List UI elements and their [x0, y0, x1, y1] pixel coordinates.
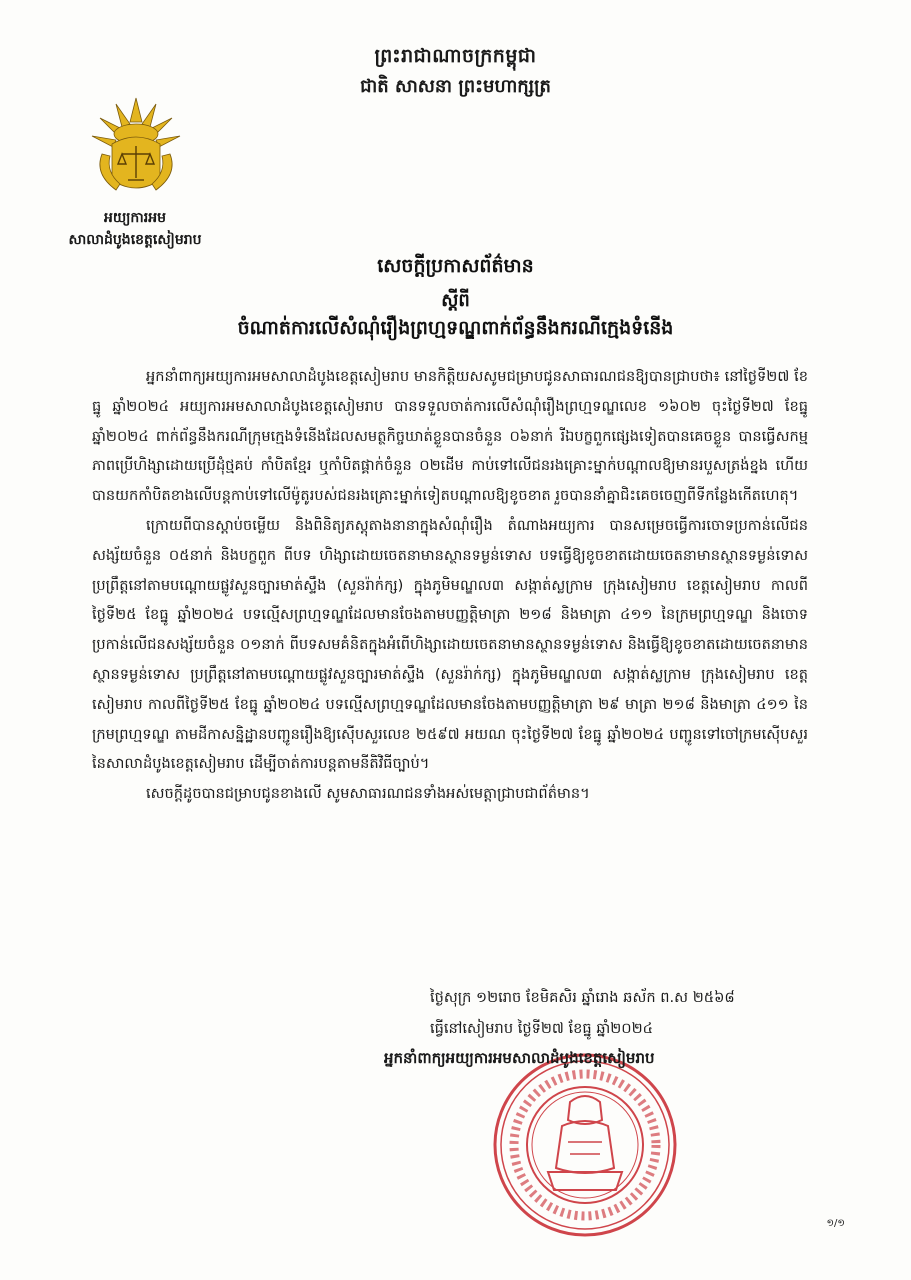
page-number: ១/១ [826, 1218, 845, 1229]
kingdom-heading: ព្រះរាជាណាចក្រកម្ពុជា [374, 45, 537, 67]
agency-name: អយ្យការអម [104, 210, 166, 226]
paragraph: ក្រោយពីបានស្តាប់ចម្លើយ និងពិនិត្យភស្តុតាងនានាក្នុងសំណុំរឿង តំណាងអយ្យការ បានសម្រេចធ្វើការចោទប្រកាន់លើជនសង្ស័យចំនួន ០៥នាក់ និងបក្ខពួក ពីបទ ហិង្សាដោយចេតនាមានស្ថានទម្ងន់ទោស បទធ្វើឱ្យខូចខាតដោយចេតនាមានស្ថានទម្ងន់ទោស ប្រព្រឹត្តនៅតាមបណ្តោយផ្លូវសួនច្បារមាត់ស្ទឹង (សួនរ៉ាក់ក្ស) ក្នុងភូមិមណ្ឌល៣ សង្កាត់ស្លក្រាម ក្រុងសៀមរាប ខេត្តសៀមរាប កាលពីថ្ងៃទី២៥ ខែធ្នូ ឆ្នាំ២០២៤ បទល្មើសព្រហ្មទណ្ឌដែលមានចែងតាមបញ្ញត្តិមាត្រា ២១៨ និងមាត្រា ៤១១ នៃក្រមព្រហ្មទណ្ឌ និងចោទប្រកាន់លើជនសង្ស័យចំនួន ០១នាក់ ពីបទសមគំនិតក្នុងអំពើហិង្សាដោយចេតនាមានស្ថានទម្ងន់ទោស និងធ្វើឱ្យខូចខាតដោយចេតនាមានស្ថានទម្ងន់ទោស ប្រព្រឹត្តនៅតាមបណ្តោយផ្លូវសួនច្បារមាត់ស្ទឹង (សួនរ៉ាក់ក្ស) ក្នុងភូមិមណ្ឌល៣ សង្កាត់ស្លក្រាម ក្រុងសៀមរាប ខេត្តសៀមរាប កាលពីថ្ងៃទី២៥ ខែធ្នូ ឆ្នាំ២០២៤ បទល្មើសព្រហ្មទណ្ឌដែលមានចែងតាមបញ្ញត្តិមាត្រា ២៩ មាត្រា ២១៨ និងមាត្រា ៤១១ នៃក្រមព្រហ្មទណ្ឌ តាមដីកាសន្និដ្ឋានបញ្ជូនរឿងឱ្យស៊ើបសួរលេខ ២៥៩៧ អយណ ចុះថ្ងៃទី២៧ ខែធ្នូ ឆ្នាំ២០២៤ បញ្ជូនទៅចៅក្រមស៊ើបសួរនៃសាលាដំបូងខេត្តសៀមរាប ដើម្បីចាត់ការបន្តតាមនីតិវិធីច្បាប់។ [92, 516, 808, 773]
document-body [92, 362, 808, 809]
national-motto: ជាតិ សាសនា ព្រះមហាក្សត្រ [360, 76, 551, 97]
paragraph: សេចក្តីដូចបានជម្រាបជូនខាងលើ សូមសាធារណជនទាំងអស់មេត្តាជ្រាបជាព័ត៌មាន។ [146, 785, 590, 803]
title-regarding: ស្តីពី [441, 290, 470, 311]
signatory-title: អ្នកនាំពាក្យអយ្យការអមសាលាដំបូងខេត្តសៀមរាប [384, 1049, 655, 1067]
lunar-date: ថ្ងៃសុក្រ ១២រោច ខែមិគសិរ ឆ្នាំរោង ឆស័ក ព.ស ២៥៦៨ [430, 989, 735, 1006]
agency-court: សាលាដំបូងខេត្តសៀមរាប [68, 232, 202, 248]
prosecution-emblem-icon [86, 94, 186, 198]
official-seal-icon [490, 1050, 680, 1240]
document-title: សេចក្តីប្រកាសព័ត៌មាន [377, 255, 534, 277]
solar-date: ធ្វើនៅសៀមរាប ថ្ងៃទី២៧ ខែធ្នូ ឆ្នាំ២០២៤ [430, 1020, 653, 1037]
paragraph: អ្នកនាំពាក្យអយ្យការអមសាលាដំបូងខេត្តសៀមរាប មានកិត្តិយសសូមជម្រាបជូនសាធារណជនឱ្យបានជ្រាបថា៖ នៅថ្ងៃទី២៧ ខែធ្នូ ឆ្នាំ២០២៤ អយ្យការអមសាលាដំបូងខេត្តសៀមរាប បានទទួលចាត់ការលើសំណុំរឿងព្រហ្មទណ្ឌលេខ ១៦០២ ចុះថ្ងៃទី២៧ ខែធ្នូ ឆ្នាំ២០២៤ ពាក់ព័ន្ធនឹងករណីក្រុមក្មេងទំនើងដែលសមត្ថកិច្ចឃាត់ខ្លួនបានចំនួន ០៦នាក់ រីឯបក្ខពួកផ្សេងទៀតបានគេចខ្លួន បានធ្វើសកម្មភាពប្រើហិង្សាដោយប្រើដុំថ្មគប់ កាំបិតខ្មែរ ឬកាំបិតផ្គាក់ចំនួន ០២ដើម កាប់ទៅលើជនរងគ្រោះម្នាក់បណ្តាលឱ្យមានរបួសត្រង់ខ្នង ហើយបានយកកាំបិតខាងលើបន្តកាប់ទៅលើម៉ូតូរបស់ជនរងគ្រោះម្នាក់ទៀតបណ្តាលឱ្យខូចខាត រួចបាននាំគ្នាជិះគេចចេញពីទីកន្លែងកើតហេតុ។ [92, 368, 808, 505]
document-subject: ចំណាត់ការលើសំណុំរឿងព្រហ្មទណ្ឌពាក់ព័ន្ធនឹងករណីក្មេងទំនើង [237, 317, 674, 339]
